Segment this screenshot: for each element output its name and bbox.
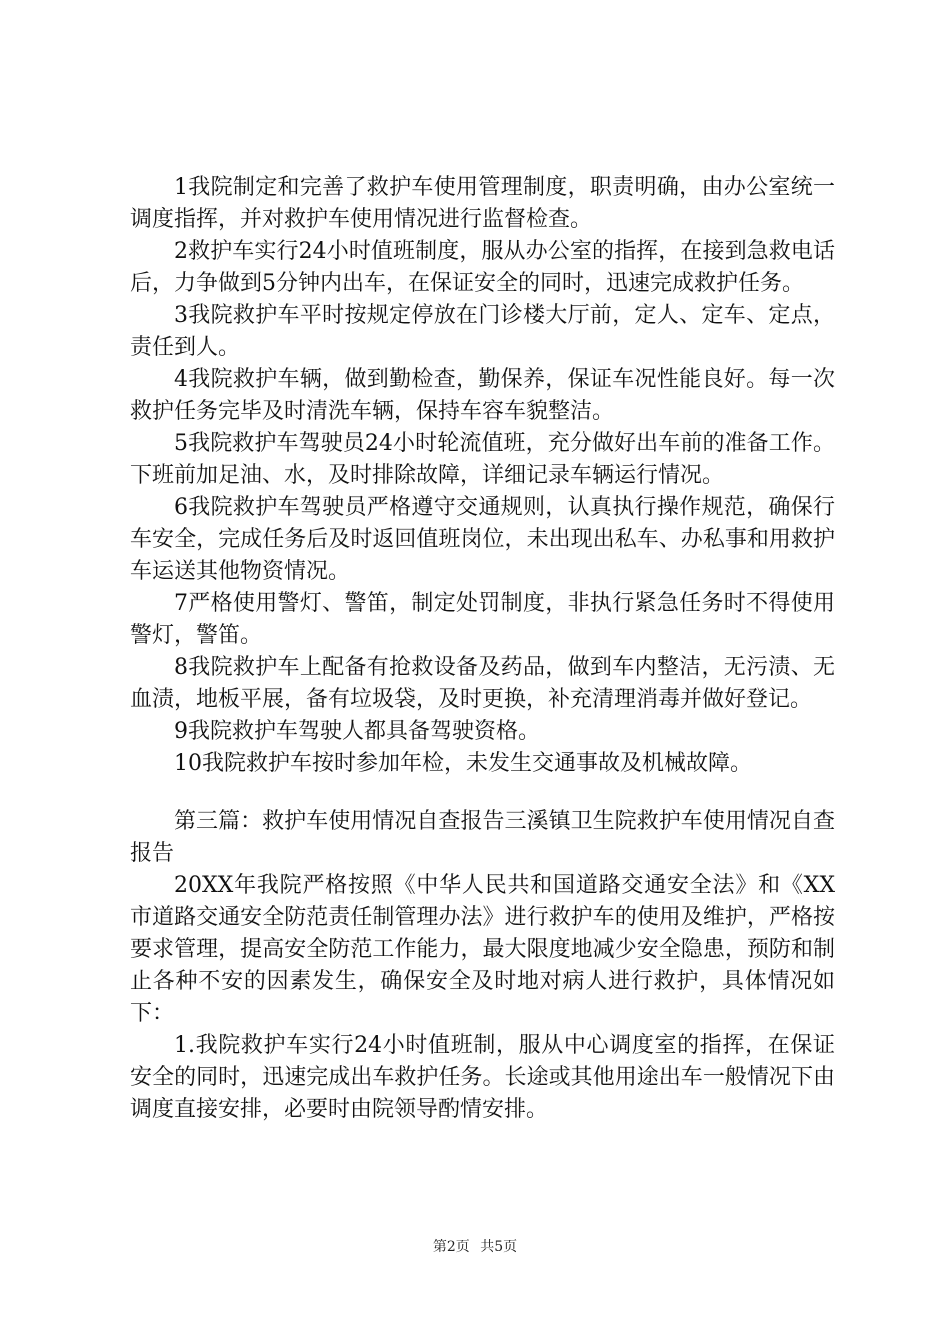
paragraph: 8我院救护车上配备有抢救设备及药品，做到车内整洁，无污渍、无血渍，地板平展，备有垃圾袋，及时更换，补充清理消毒并做好登记。 [130, 655, 835, 712]
paragraph: 2救护车实行24小时值班制度，服从办公室的指挥，在接到急救电话后，力争做到5分钟内出车，在保证安全的同时，迅速完成救护任务。 [130, 239, 835, 296]
section-heading: 第三篇：救护车使用情况自查报告三溪镇卫生院救护车使用情况自查报告 [130, 809, 835, 866]
paragraph: 10我院救护车按时参加年检，未发生交通事故及机械故障。 [174, 751, 752, 776]
paragraph: 1.我院救护车实行24小时值班制，服从中心调度室的指挥，在保证安全的同时，迅速完成出车救护任务。长途或其他用途出车一般情况下由调度直接安排，必要时由院领导酌情安排。 [130, 1033, 835, 1122]
page-number: 第2页 [432, 1239, 470, 1255]
section-gap [130, 780, 835, 806]
paragraph: 9我院救护车驾驶人都具备驾驶资格。 [174, 719, 540, 744]
paragraph: 20XX年我院严格按照《中华人民共和国道路交通安全法》和《XX市道路交通安全防范责任制管理办法》进行救护车的使用及维护，严格按要求管理，提高安全防范工作能力，最大限度地减少安全隐患，预防和制止各种不安的因素发生，确保安全及时地对病人进行救护，具体情况如下： [130, 873, 835, 1026]
document-body [130, 172, 835, 1126]
paragraph: 3我院救护车平时按规定停放在门诊楼大厅前，定人、定车、定点，责任到人。 [130, 303, 835, 360]
paragraph: 6我院救护车驾驶员严格遵守交通规则，认真执行操作规范，确保行车安全，完成任务后及时返回值班岗位，未出现出私车、办私事和用救护车运送其他物资情况。 [130, 495, 835, 584]
page-footer [0, 1236, 950, 1256]
paragraph: 1我院制定和完善了救护车使用管理制度，职责明确，由办公室统一调度指挥，并对救护车使用情况进行监督检查。 [130, 175, 835, 232]
paragraph: 4我院救护车辆，做到勤检查，勤保养，保证车况性能良好。每一次救护任务完毕及时清洗车辆，保持车容车貌整洁。 [130, 367, 835, 424]
page-total: 共5页 [480, 1239, 518, 1255]
paragraph: 7严格使用警灯、警笛，制定处罚制度，非执行紧急任务时不得使用警灯，警笛。 [130, 591, 835, 648]
paragraph: 5我院救护车驾驶员24小时轮流值班，充分做好出车前的准备工作。下班前加足油、水，及时排除故障，详细记录车辆运行情况。 [130, 431, 835, 488]
